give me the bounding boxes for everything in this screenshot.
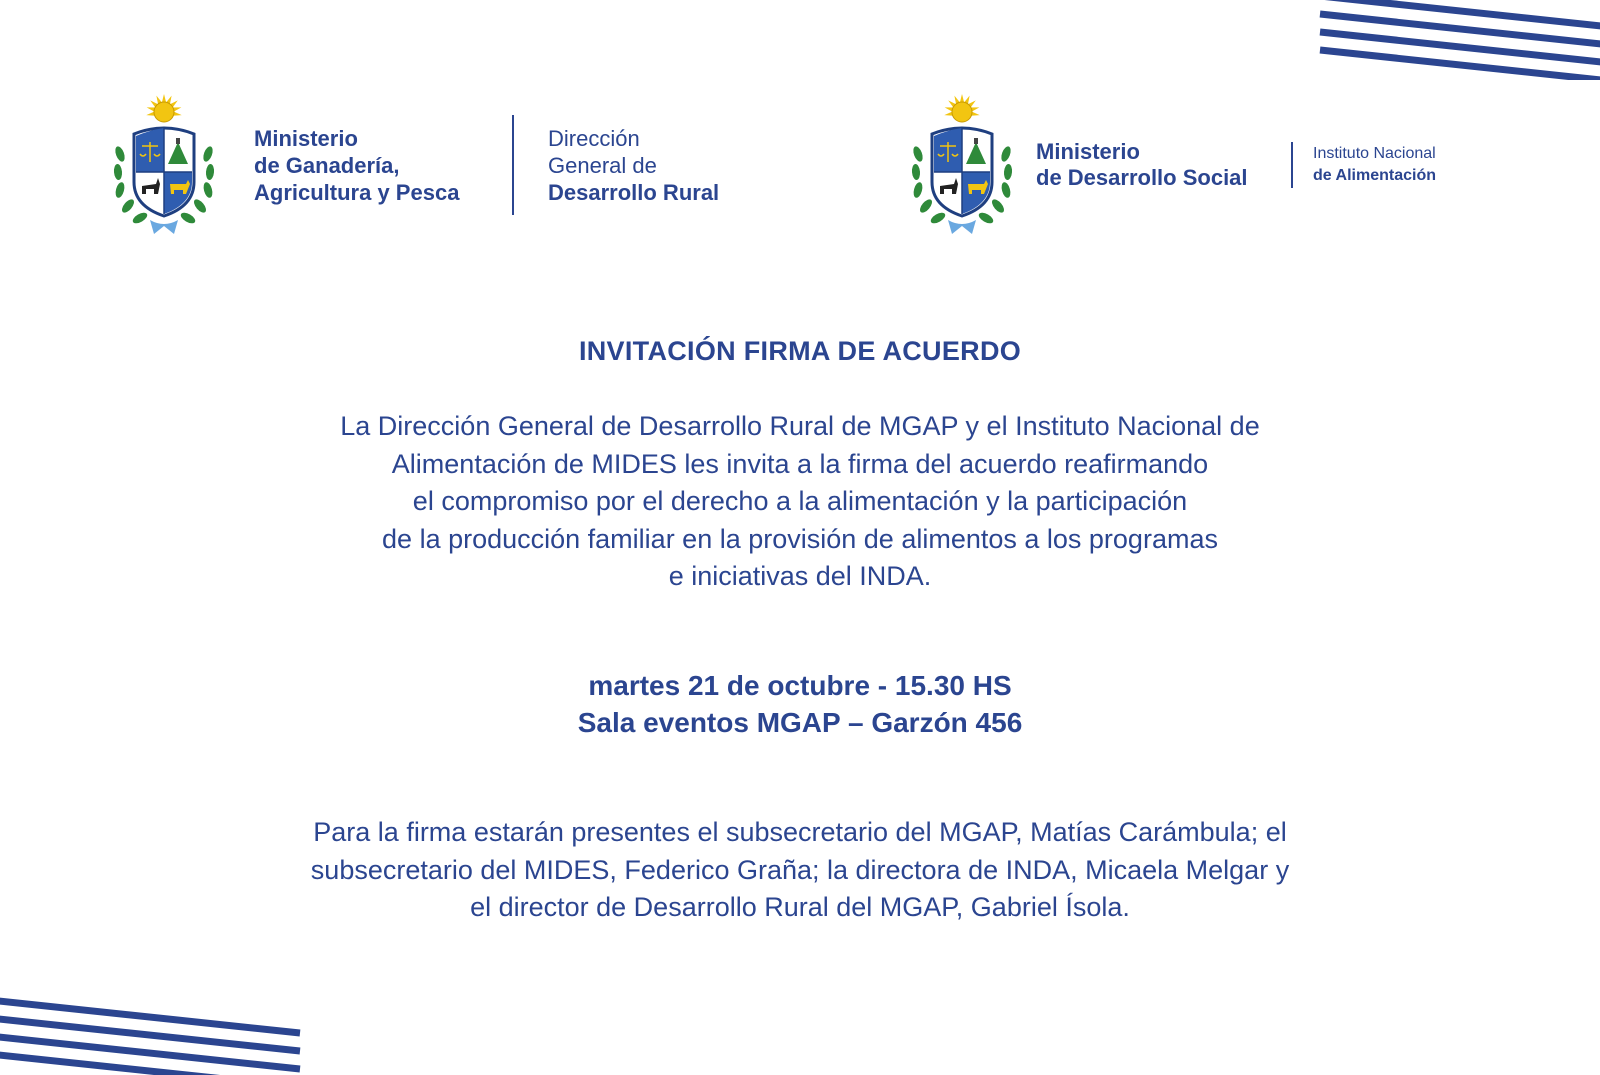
attendees-paragraph [0,814,1600,927]
decorative-stripes-bottom-left [0,995,340,1075]
logo-divider [1291,142,1293,188]
inda-line-1: Instituto Nacional [1313,145,1436,162]
mgap-name-line-3: Agricultura y Pesca [254,179,460,205]
inda-unit-name [1313,143,1483,187]
body-line: La Dirección General de Desarrollo Rural de MGAP y el Instituto Nacional de [340,411,1260,441]
attendees-line: subsecretario del MIDES, Federico Graña; la directora de INDA, Micaela Melgar y [310,854,1290,885]
mgap-name-line-2: de Ganadería, [254,152,400,178]
dgdr-line-1: Dirección [548,125,640,151]
event-venue: Sala eventos MGAP – Garzón 456 [577,707,1023,738]
body-line: e iniciativas del INDA. [668,561,932,591]
dgdr-unit-name [548,125,768,206]
event-details [0,667,1600,741]
invitation-title: INVITACIÓN FIRMA DE ACUERDO [578,336,1022,366]
invitation-body [0,408,1600,596]
dgdr-line-2: General de [548,152,657,178]
attendees-line: Para la firma estarán presentes el subsecretario del MGAP, Matías Carámbula; el [313,817,1287,847]
body-line: Alimentación de MIDES les invita a la firma del acuerdo reafirmando [391,448,1209,479]
mgap-ministry-name [254,125,494,206]
dgdr-line-3: Desarrollo Rural [548,179,720,205]
mides-logo [908,94,1483,236]
mides-ministry-name [1036,139,1271,191]
body-line: el compromiso por el derecho a la alimentación y la participación [412,486,1188,516]
uruguay-coat-of-arms-icon [110,94,218,236]
mgap-logo [110,94,768,236]
mides-name-line-2: de Desarrollo Social [1036,165,1248,190]
event-date: martes 21 de octubre - 15.30 HS [588,670,1012,701]
body-line: de la producción familiar en la provisión de alimentos a los programas [382,523,1218,554]
logo-divider [512,115,514,215]
attendees-line: el director de Desarrollo Rural del MGAP, Gabriel Ísola. [470,892,1130,922]
inda-line-2: de Alimentación [1313,167,1436,184]
uruguay-coat-of-arms-icon [908,94,1016,236]
mgap-name-line-1: Ministerio [254,125,358,151]
decorative-stripes-top-right [1260,0,1600,80]
mides-name-line-1: Ministerio [1036,139,1140,164]
